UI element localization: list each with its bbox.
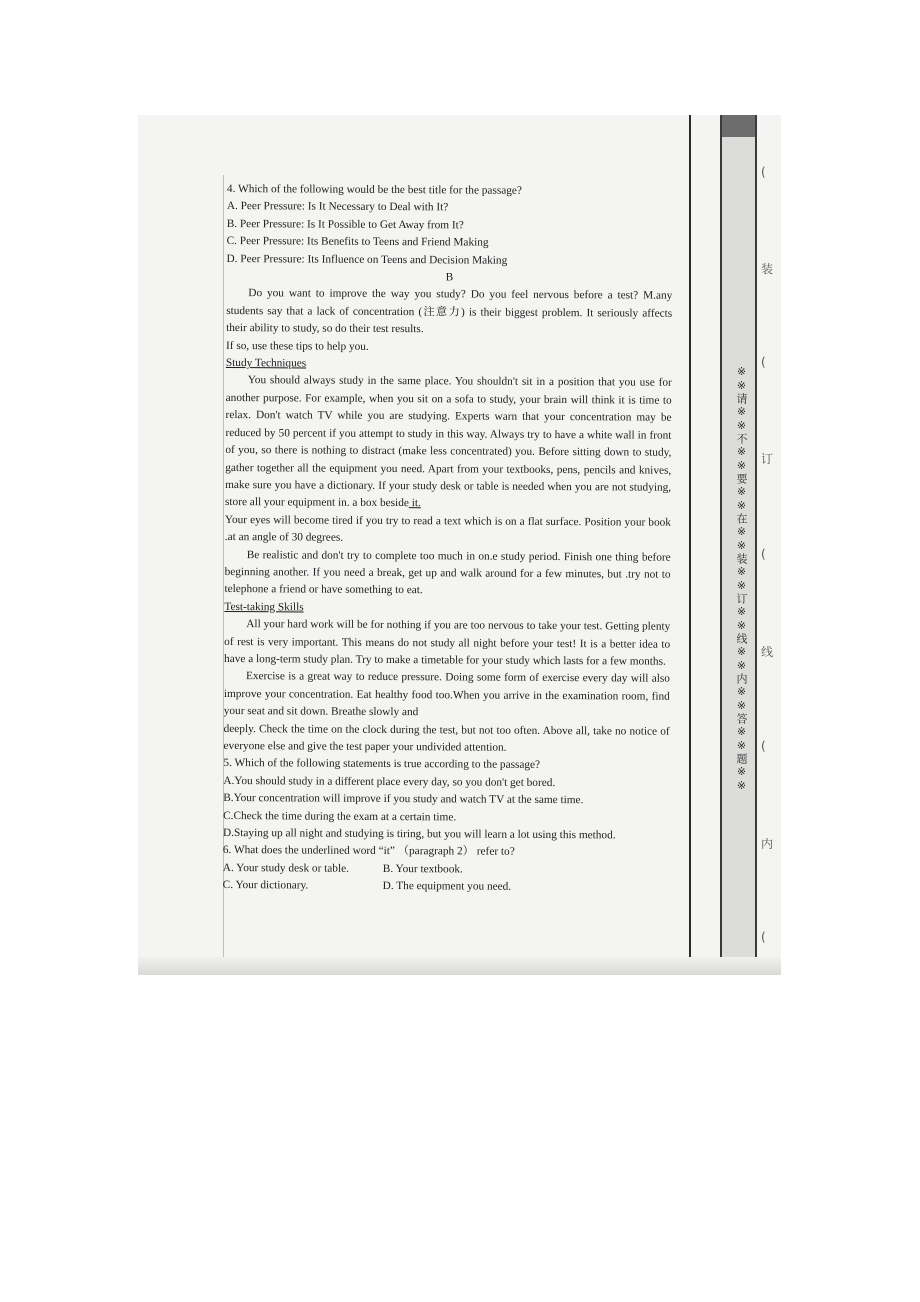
- question-5: 5. Which of the following statements is true according to the passage?: [223, 757, 541, 772]
- margin-mark: (: [761, 355, 766, 369]
- margin-mark: (: [761, 739, 766, 753]
- test-taking-heading: Test-taking Skills: [224, 600, 304, 614]
- test-paragraph-2b: deeply. Check the time on the clock during the test, but not too often. Above all, take no notice of everyone else and give the test paper your undivided attention.: [223, 722, 670, 754]
- question-4-option-b: B. Peer Pressure: Is It Possible to Get Away from It?: [226, 217, 464, 232]
- margin-mark: 订: [761, 452, 774, 466]
- question-5-option-d: D.Staying up all night and studying is tiring, but you will learn a lot using this method.: [222, 827, 616, 842]
- question-5-option-a: A.You should study in a different place every day, so you don't get bored.: [223, 774, 556, 789]
- intro-paragraph: Do you want to improve the way you study? Do you feel nervous before a test? M.any students say that a lack of concentration (注意力) is their biggest problem. It seriously affects their ability to study, so do their test results.: [226, 287, 673, 336]
- underlined-word-it: it.: [408, 497, 421, 510]
- scan-bottom-edge: [138, 957, 781, 975]
- margin-mark: (: [761, 165, 766, 179]
- test-paragraph-2a: Exercise is a great way to reduce pressure. Doing some form of exercise every day will also improve your concentration. Eat healthy food too.When you arrive in the examination room, find your seat and sit down. Breathe slowly and: [223, 670, 671, 719]
- question-4-option-d: D. Peer Pressure: Its Influence on Teens and Decision Making: [226, 252, 508, 267]
- binding-warning-text: ※※请※※不※※要※※在※※装※※订※※线※※内※※答※※题※※: [735, 365, 748, 793]
- question-6-option-a: A. Your study desk or table.: [222, 861, 349, 875]
- scanned-exam-page: [138, 115, 781, 975]
- question-5-option-b: B.Your concentration will improve if you study and watch TV at the same time.: [223, 792, 584, 807]
- question-6: 6. What does the underlined word “it” （paragraph 2） refer to?: [222, 844, 515, 859]
- section-label: B: [445, 271, 454, 284]
- binding-strip: [720, 115, 757, 975]
- margin-mark: (: [761, 547, 766, 561]
- page-content: [223, 181, 673, 897]
- margin-mark: 线: [761, 645, 774, 659]
- study-paragraph-3: Be realistic and don't try to complete too much in on.e study period. Finish one thing before beginning another. If you need a break, get up and walk around for a few minutes, but .try not to telephone a friend or have something to eat.: [224, 548, 671, 597]
- intro-followup: If so, use these tips to help you.: [225, 339, 369, 353]
- question-6-option-c: C. Your dictionary.: [222, 879, 309, 892]
- margin-mark: (: [761, 930, 766, 944]
- study-paragraph-1: [225, 372, 672, 514]
- question-6-option-d: D. The equipment you need.: [382, 880, 512, 893]
- question-5-option-c: C.Check the time during the exam at a certain time.: [223, 809, 457, 824]
- question-4: 4. Which of the following would be the best title for the passage?: [226, 182, 522, 197]
- right-margin-rule: [689, 115, 691, 975]
- binding-strip-top: [722, 115, 755, 137]
- study-techniques-heading: Study Techniques: [225, 357, 307, 370]
- question-4-option-a: A. Peer Pressure: Is It Necessary to Deal with It?: [226, 200, 449, 214]
- test-paragraph-1: All your hard work will be for nothing if you are too nervous to take your test. Getting plenty of rest is very important. This means do not study all night before your test! It is a better idea to have a long-term study plan. Try to make a timetable for your study which lasts for a few months.: [224, 618, 671, 668]
- study-paragraph-2: Your eyes will become tired if you try to read a text which is on a flat surface. Position your book .at an angle of 30 degrees.: [224, 513, 671, 544]
- margin-mark: 装: [761, 262, 774, 276]
- question-6-options-row-2: [223, 877, 669, 897]
- question-4-option-c: C. Peer Pressure: Its Benefits to Teens and Friend Making: [226, 235, 489, 249]
- margin-mark: 内: [761, 837, 774, 851]
- study-paragraph-1-text: You should always study in the same place. You shouldn't sit in a position that you use for another purpose. For example, when you sit on a sofa to study, your brain will think it is time to relax. Don't watch TV while you are studying. Experts warn that your concentration may be reduced by 50 percent if you attempt to study in this way. Always try to have a white wall in front of you, so there is nothing to distract (make less concentrated) you. Before sitting down to study, gather together all the equipment you need. Apart from your textbooks, pens, pencils and knives, make sure you have a dictionary. If your study desk or table is needed when you are not studying, store all your equipment in. a box beside: [225, 374, 672, 510]
- question-6-option-b: B. Your textbook.: [382, 862, 463, 876]
